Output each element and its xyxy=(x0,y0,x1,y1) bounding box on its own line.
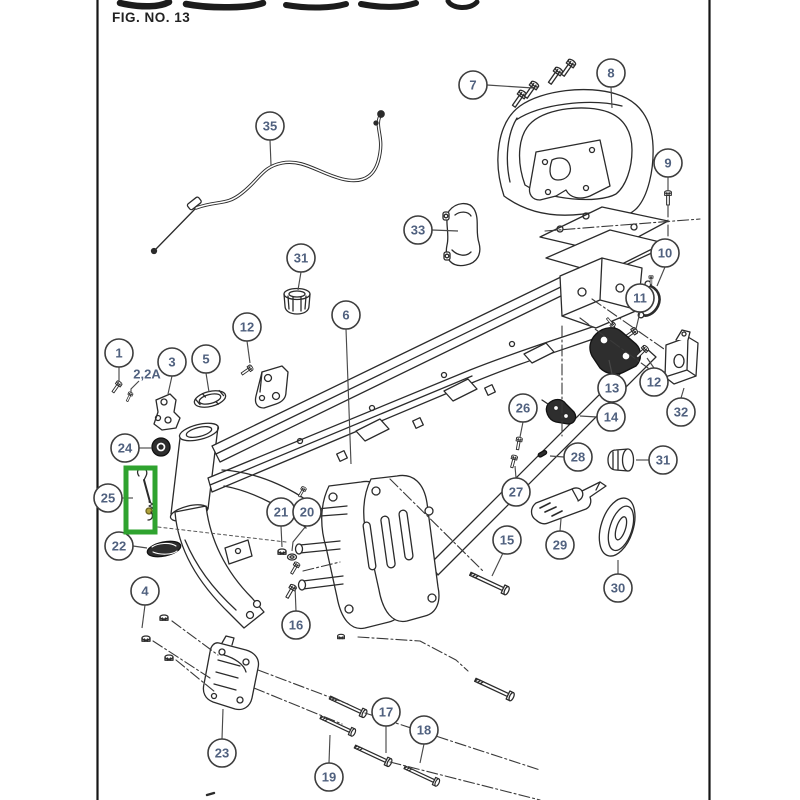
callout-19[interactable] xyxy=(315,763,343,791)
callout-28[interactable] xyxy=(564,443,592,471)
leader-line-10 xyxy=(657,267,665,286)
stand-rubber-part-22 xyxy=(146,539,182,560)
callout-6[interactable] xyxy=(332,301,360,329)
callout-12b[interactable] xyxy=(640,368,668,396)
bolt-part-2-2A xyxy=(125,391,133,402)
svg-text:29: 29 xyxy=(552,537,568,553)
leader-line-19 xyxy=(329,735,330,763)
leader-line-12a xyxy=(247,341,250,363)
long-bolt-part-15 xyxy=(469,570,511,596)
stand-axis-dashed xyxy=(158,527,286,542)
leader-line-26 xyxy=(520,422,523,437)
bolt-part-27 xyxy=(509,455,518,469)
svg-text:3: 3 xyxy=(168,354,176,370)
svg-text:15: 15 xyxy=(499,532,515,548)
callout-31a[interactable] xyxy=(287,244,315,272)
bolt-part-26 xyxy=(515,437,523,450)
svg-text:27: 27 xyxy=(508,484,524,500)
callout-30[interactable] xyxy=(604,574,632,602)
leader-line-4 xyxy=(142,605,145,628)
svg-text:6: 6 xyxy=(342,307,350,323)
long-bolt-mid xyxy=(474,676,516,702)
bracket-part-12-left xyxy=(240,364,288,408)
nut-part-21 xyxy=(278,549,286,554)
leader-line-15 xyxy=(492,553,503,576)
svg-text:19: 19 xyxy=(321,769,337,785)
leader-line-32 xyxy=(681,388,684,398)
callout-27[interactable] xyxy=(502,478,530,506)
stand-rubber-part-29 xyxy=(532,482,607,524)
svg-text:24: 24 xyxy=(117,440,133,456)
spring-hook-part-25 xyxy=(138,468,153,520)
svg-text:9: 9 xyxy=(664,155,672,171)
callout-10[interactable] xyxy=(651,239,679,267)
callout-17[interactable] xyxy=(372,698,400,726)
leader-line-29 xyxy=(560,519,561,531)
seal-part-5 xyxy=(193,388,228,410)
callout-20[interactable] xyxy=(293,498,321,526)
svg-text:16: 16 xyxy=(288,617,304,633)
cover-part-33 xyxy=(443,204,480,266)
svg-text:32: 32 xyxy=(673,404,689,420)
svg-text:23: 23 xyxy=(214,745,230,761)
svg-text:10: 10 xyxy=(657,245,673,261)
engine-guard-part-23 xyxy=(203,636,258,710)
callout-25[interactable] xyxy=(94,484,122,512)
grommet-part-24 xyxy=(152,438,170,456)
svg-text:5: 5 xyxy=(202,351,210,367)
svg-text:20: 20 xyxy=(299,504,315,520)
long-bolt-part-17 xyxy=(353,743,393,767)
leader-line-21 xyxy=(281,526,282,547)
svg-text:12: 12 xyxy=(646,374,662,390)
nut-part-4-c xyxy=(165,655,173,660)
selection-highlight-part-25 xyxy=(126,468,155,532)
bolt-part-16-upper xyxy=(289,561,300,575)
svg-text:18: 18 xyxy=(416,722,432,738)
grab-rail-part-8 xyxy=(498,90,653,217)
callout-29[interactable] xyxy=(546,531,574,559)
nut-part-4-a xyxy=(160,615,168,620)
leader-line-7 xyxy=(487,85,533,88)
svg-text:4: 4 xyxy=(141,583,149,599)
callout-1[interactable] xyxy=(105,339,133,367)
callout-13[interactable] xyxy=(598,374,626,402)
callout-11[interactable] xyxy=(626,284,654,312)
ring-part-30 xyxy=(593,494,642,561)
callout-16[interactable] xyxy=(282,611,310,639)
svg-text:1: 1 xyxy=(115,345,123,361)
svg-text:31: 31 xyxy=(293,250,309,266)
callout-9[interactable] xyxy=(654,149,682,177)
svg-text:28: 28 xyxy=(570,449,586,465)
leader-line-35 xyxy=(270,140,271,165)
callout-5[interactable] xyxy=(192,345,220,373)
callout-22[interactable] xyxy=(105,532,133,560)
svg-text:35: 35 xyxy=(262,118,278,134)
callout-4[interactable] xyxy=(131,577,159,605)
svg-text:14: 14 xyxy=(603,409,619,425)
leader-line-18 xyxy=(420,744,424,763)
grommet-part-31-upper xyxy=(284,289,310,315)
svg-text:22: 22 xyxy=(111,538,127,554)
callout-23[interactable] xyxy=(208,739,236,767)
callout-21[interactable] xyxy=(267,498,295,526)
svg-text:30: 30 xyxy=(610,580,626,596)
bracket-part-3 xyxy=(154,394,180,430)
washer-part-20 xyxy=(288,554,297,560)
callout-8[interactable] xyxy=(597,59,625,87)
callout-14[interactable] xyxy=(597,403,625,431)
long-bolt-a xyxy=(328,694,368,718)
cut-off-bottom-mark xyxy=(207,793,214,795)
callout-18[interactable] xyxy=(410,716,438,744)
callout-31b[interactable] xyxy=(649,446,677,474)
nut-part-4-b xyxy=(142,636,150,641)
leader-line-23 xyxy=(222,709,223,739)
svg-text:21: 21 xyxy=(273,504,289,520)
callout-12a[interactable] xyxy=(233,313,261,341)
svg-text:12: 12 xyxy=(239,319,255,335)
leader-line-27 xyxy=(515,466,516,478)
bracket-part-32 xyxy=(665,330,698,384)
bolt-part-1 xyxy=(111,380,123,394)
nut-mid xyxy=(338,634,345,638)
clamp-part-14 xyxy=(542,400,576,425)
svg-text:13: 13 xyxy=(604,380,620,396)
leader-line-22 xyxy=(133,546,147,548)
bolt-small-upper xyxy=(297,486,307,498)
svg-text:31: 31 xyxy=(655,452,671,468)
leader-line-31a xyxy=(298,272,301,290)
leader-line-2-2A xyxy=(131,381,139,393)
callout-2-2A[interactable] xyxy=(133,367,161,382)
svg-text:33: 33 xyxy=(410,222,426,238)
callout-26[interactable] xyxy=(509,394,537,422)
svg-text:17: 17 xyxy=(378,704,394,720)
bolt-part-9 xyxy=(665,191,672,205)
leader-line-3 xyxy=(168,376,172,394)
svg-text:2,2A: 2,2A xyxy=(133,366,161,382)
grommet-part-31-lower xyxy=(608,449,634,471)
figure-number-label: FIG. NO. 13 xyxy=(112,10,191,25)
callout-35[interactable] xyxy=(256,112,284,140)
svg-text:25: 25 xyxy=(100,490,116,506)
callout-24[interactable] xyxy=(111,434,139,462)
svg-text:11: 11 xyxy=(633,290,647,306)
callout-3[interactable] xyxy=(158,348,186,376)
callout-33[interactable] xyxy=(404,216,432,244)
callout-15[interactable] xyxy=(493,526,521,554)
svg-text:8: 8 xyxy=(607,65,615,81)
svg-text:7: 7 xyxy=(469,77,477,93)
frame-part-6 xyxy=(169,207,671,628)
svg-text:26: 26 xyxy=(515,400,531,416)
callout-7[interactable] xyxy=(459,71,487,99)
leader-line-5 xyxy=(206,373,209,392)
callout-32[interactable] xyxy=(667,398,695,426)
cut-off-logo xyxy=(120,1,477,8)
